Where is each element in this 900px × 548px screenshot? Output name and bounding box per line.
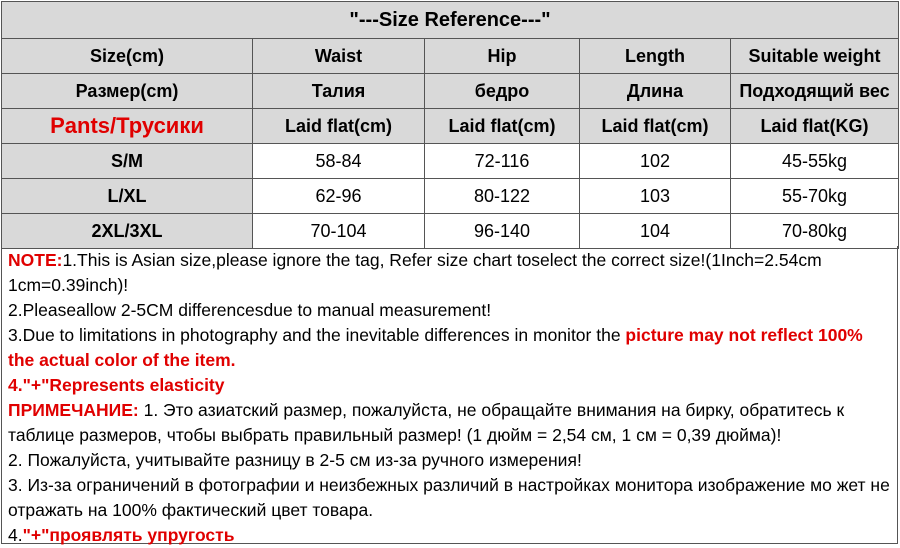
size-cell: 2XL/3XL (2, 214, 253, 249)
header-cell: Size(cm) (2, 39, 253, 74)
ru-note-2: 2. Пожалуйста, учитывайте разницу в 2-5 см из-за ручного измерения! (8, 450, 582, 470)
header-cell: Length (580, 39, 731, 74)
value-cell: 80-122 (425, 179, 580, 214)
ru-note-1 (8, 398, 891, 448)
header-cell: Размер(cm) (2, 74, 253, 109)
value-cell: 103 (580, 179, 731, 214)
value-cell: 58-84 (253, 144, 425, 179)
value-cell: 45-55kg (731, 144, 899, 179)
table-row (2, 214, 899, 249)
header-cell: Талия (253, 74, 425, 109)
note-2: 2.Pleaseallow 2-5CM differencesdue to manual measurement! (8, 300, 492, 320)
value-cell: 104 (580, 214, 731, 249)
table-row (2, 144, 899, 179)
header-row-unit (2, 109, 899, 144)
note-text: 1.This is Asian size,please ignore the tag, Refer size chart toselect the correct size!(1Inch=2.54cm 1cm=0.39inch)! (8, 250, 822, 295)
header-cell: Laid flat(KG) (731, 109, 899, 144)
size-table (1, 1, 899, 249)
header-cell: Hip (425, 39, 580, 74)
note-text: 3.Due to limitations in photography and the inevitable differences in monitor the (8, 325, 626, 345)
note-label: NOTE: (8, 250, 63, 270)
header-cell: Laid flat(cm) (425, 109, 580, 144)
ru-note-label: ПРИМЕЧАНИЕ: (8, 400, 139, 420)
value-cell: 55-70kg (731, 179, 899, 214)
note-text: 1. Это азиатский размер, пожалуйста, не обращайте внимания на бирку, обратитесь к таблице размеров, чтобы выбрать правильный размер! (1 дюйм = 2,54 см, 1 см = 0,39 дюйма)! (8, 400, 845, 445)
table-title: "---Size Reference---" (2, 2, 899, 39)
note-highlight: picture may not reflect 100% the actual color of the item. (8, 325, 863, 370)
value-cell: 72-116 (425, 144, 580, 179)
pants-label: Pants/Трусики (2, 109, 253, 144)
header-cell: Laid flat(cm) (580, 109, 731, 144)
header-row-en (2, 39, 899, 74)
title-row (2, 2, 899, 39)
header-cell: Suitable weight (731, 39, 899, 74)
header-cell: Waist (253, 39, 425, 74)
size-cell: S/M (2, 144, 253, 179)
note-highlight: "+"проявлять упругость (22, 525, 235, 545)
note-3 (8, 323, 891, 373)
note-text: 4. (8, 525, 23, 545)
value-cell: 70-104 (253, 214, 425, 249)
header-cell: Laid flat(cm) (253, 109, 425, 144)
note-4: 4."+"Represents elasticity (8, 375, 225, 395)
header-row-ru (2, 74, 899, 109)
header-cell: Длина (580, 74, 731, 109)
value-cell: 62-96 (253, 179, 425, 214)
note-1 (8, 248, 891, 298)
size-cell: L/XL (2, 179, 253, 214)
value-cell: 96-140 (425, 214, 580, 249)
header-cell: Подходящий вес (731, 74, 899, 109)
header-cell: бедро (425, 74, 580, 109)
ru-note-3: 3. Из-за ограничений в фотографии и неизбежных различий в настройках монитора изображение мо жет не отражать на 100% фактический цвет товара. (8, 475, 890, 520)
table-row (2, 179, 899, 214)
notes-block (1, 246, 898, 544)
value-cell: 70-80kg (731, 214, 899, 249)
ru-note-4 (8, 523, 891, 548)
value-cell: 102 (580, 144, 731, 179)
